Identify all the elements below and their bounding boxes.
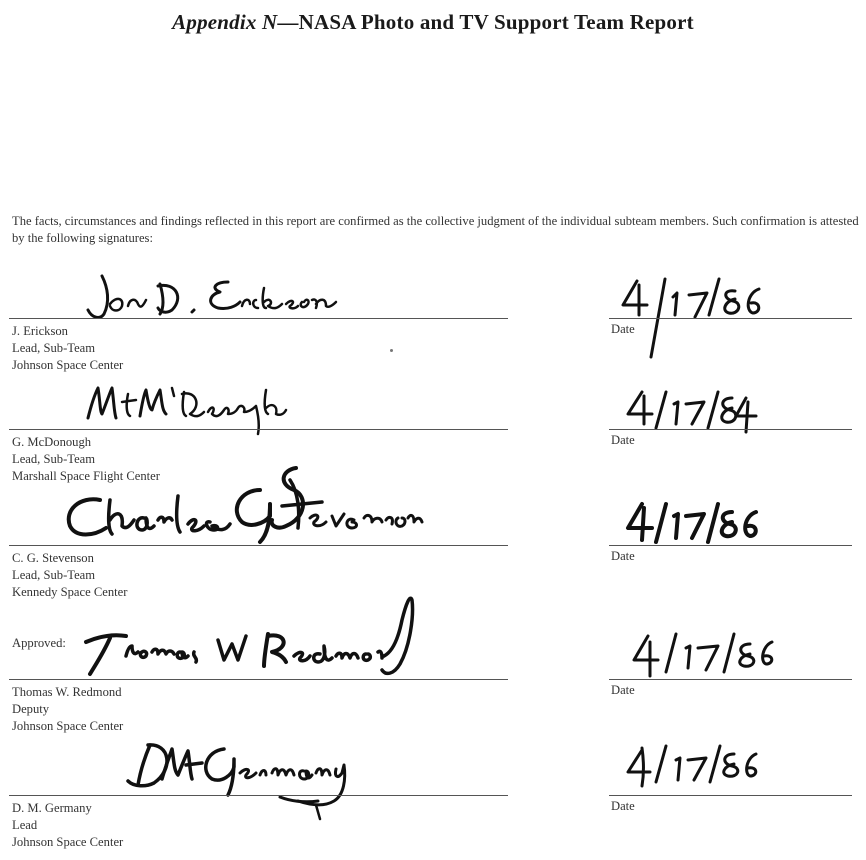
signature-germany xyxy=(120,735,380,825)
signatory-name: C. G. Stevenson xyxy=(12,551,94,565)
date-label: Date xyxy=(611,683,635,697)
date-label: Date xyxy=(611,799,635,813)
handwritten-date-erickson xyxy=(615,275,765,365)
handwritten-date-germany xyxy=(620,742,760,792)
signatory-name: G. McDonough xyxy=(12,435,92,449)
title-separator: — xyxy=(277,10,299,34)
date-line-mcdonough xyxy=(609,429,852,430)
date-line-stevenson xyxy=(609,545,852,546)
signature-line-mcdonough xyxy=(9,429,508,430)
signatory-role: Lead, Sub-Team xyxy=(12,341,96,355)
signatory-info-redmond xyxy=(12,684,123,735)
signatory-role: Deputy xyxy=(12,702,50,716)
page-title xyxy=(0,10,866,35)
attestation-statement: The facts, circumstances and findings reflected in this report are confirmed as the collective judgment of the individual subteam members. Such confirmation is attested by the following signatures: xyxy=(12,214,859,245)
signatory-center: Johnson Space Center xyxy=(12,719,124,733)
date-line-germany xyxy=(609,795,852,796)
handwritten-date-mcdonough xyxy=(622,388,762,438)
title-text: NASA Photo and TV Support Team Report xyxy=(298,10,694,34)
signature-line-stevenson xyxy=(9,545,508,546)
signatory-center: Marshall Space Flight Center xyxy=(12,469,160,483)
signature-stevenson xyxy=(60,460,420,550)
signature-line-redmond xyxy=(9,679,508,680)
date-line-redmond xyxy=(609,679,852,680)
date-label: Date xyxy=(611,549,635,563)
date-label: Date xyxy=(611,322,635,336)
appendix-label: Appendix N xyxy=(172,10,278,34)
signatory-name: J. Erickson xyxy=(12,324,68,338)
approved-label: Approved: xyxy=(12,636,66,650)
signatory-center: Johnson Space Center xyxy=(12,835,124,849)
date-label: Date xyxy=(611,433,635,447)
signatory-name: D. M. Germany xyxy=(12,801,92,815)
signature-line-erickson xyxy=(9,318,508,319)
signatory-name: Thomas W. Redmond xyxy=(12,685,122,699)
handwritten-date-redmond xyxy=(628,632,778,682)
signature-line-germany xyxy=(9,795,508,796)
signatory-role: Lead xyxy=(12,818,38,832)
signature-redmond xyxy=(80,590,420,685)
paper-speck xyxy=(390,349,393,352)
date-line-erickson xyxy=(609,318,852,319)
signature-erickson xyxy=(80,268,350,328)
handwritten-date-stevenson xyxy=(622,500,762,550)
signatory-center: Kennedy Space Center xyxy=(12,585,128,599)
signatory-role: Lead, Sub-Team xyxy=(12,452,96,466)
signatory-info-erickson xyxy=(12,323,123,374)
signatory-info-germany xyxy=(12,800,123,851)
signatory-role: Lead, Sub-Team xyxy=(12,568,96,582)
signatory-center: Johnson Space Center xyxy=(12,358,124,372)
